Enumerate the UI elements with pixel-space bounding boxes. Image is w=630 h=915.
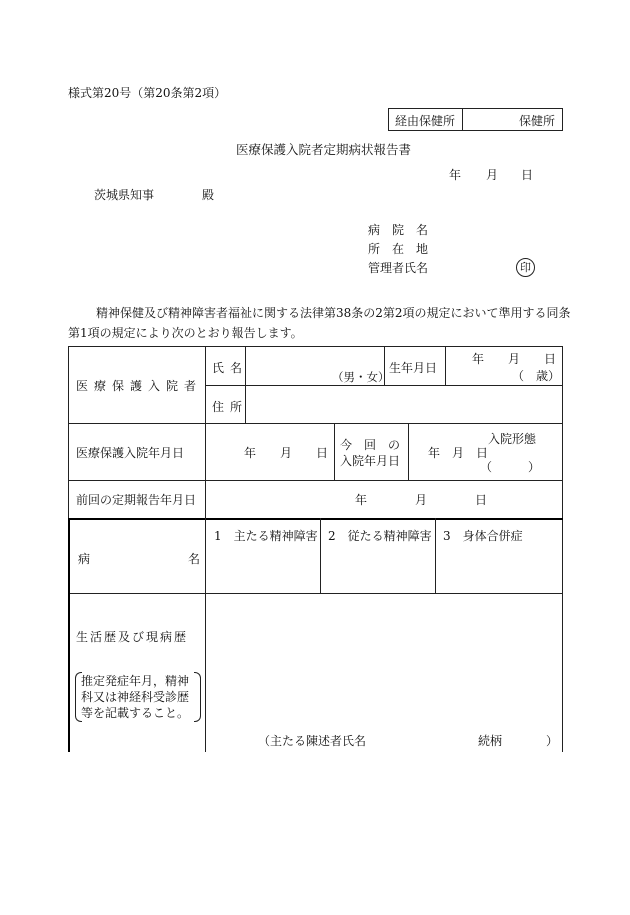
date-year: 年 bbox=[449, 168, 462, 182]
addressee-honorific: 殿 bbox=[202, 188, 215, 202]
this-admission-label-2: 入院年月日 bbox=[340, 454, 401, 468]
seal-icon: 印 bbox=[516, 258, 535, 277]
disease-label-1: 病 bbox=[78, 552, 91, 566]
history-label: 生活歴及び現病歴 bbox=[76, 630, 189, 644]
this-admission-label-1: 今 回 の bbox=[340, 438, 401, 452]
patient-label: 医療保護入院者 bbox=[76, 379, 203, 393]
via-office-value: 保健所 bbox=[519, 114, 556, 128]
via-office-box bbox=[388, 108, 563, 131]
birth-label: 生年月日 bbox=[389, 361, 438, 375]
disease-main: 1 主たる精神障害 bbox=[214, 529, 318, 543]
disease-physical: 3 身体合併症 bbox=[443, 529, 523, 543]
location-label: 所 在 地 bbox=[368, 242, 429, 256]
name-label: 氏名 bbox=[212, 361, 249, 375]
disease-sub: 2 従たる精神障害 bbox=[328, 529, 432, 543]
informant-label: （主たる陳述者氏名 bbox=[258, 734, 367, 748]
age-field: （ 歳） bbox=[512, 369, 561, 383]
prev-report-label: 前回の定期報告年月日 bbox=[76, 493, 197, 507]
relation-label: 続柄 bbox=[478, 734, 503, 748]
prev-report-ymd: 年 月 日 bbox=[355, 493, 488, 507]
hospital-name-label: 病 院 名 bbox=[368, 223, 429, 237]
relation-close: ） bbox=[546, 734, 559, 748]
admission-date-label: 医療保護入院年月日 bbox=[76, 446, 185, 460]
address-label: 住所 bbox=[212, 400, 249, 414]
date-day: 日 bbox=[521, 168, 534, 182]
form-number: 様式第20号（第20条第2項） bbox=[68, 86, 227, 100]
admission-type-label: 入院形態 bbox=[488, 432, 537, 446]
addressee-governor: 茨城県知事 bbox=[94, 188, 155, 202]
history-note bbox=[75, 672, 201, 722]
admission-ymd: 年 月 日 bbox=[244, 446, 329, 460]
document-title: 医療保護入院者定期病状報告書 bbox=[236, 142, 412, 157]
admission-type-paren: （ ） bbox=[480, 460, 541, 474]
manager-name-label: 管理者氏名 bbox=[368, 261, 429, 275]
this-admission-ymd: 年 月 日 bbox=[428, 446, 489, 460]
date-month: 月 bbox=[486, 168, 499, 182]
history-note-text: 推定発症年月，精神科又は神経科受診歴等を記載すること。 bbox=[81, 674, 190, 720]
sex-field: （男・女） bbox=[332, 370, 390, 384]
body-text-line-2: 第1項の規定により次のとおり報告します。 bbox=[68, 326, 303, 340]
disease-label-2: 名 bbox=[188, 552, 201, 566]
via-office-label: 経由保健所 bbox=[395, 114, 456, 128]
body-text-line-1: 精神保健及び精神障害者福祉に関する法律第38条の2第2項の規定において準用する同条 bbox=[96, 306, 571, 320]
birth-ymd: 年 月 日 bbox=[472, 352, 557, 366]
